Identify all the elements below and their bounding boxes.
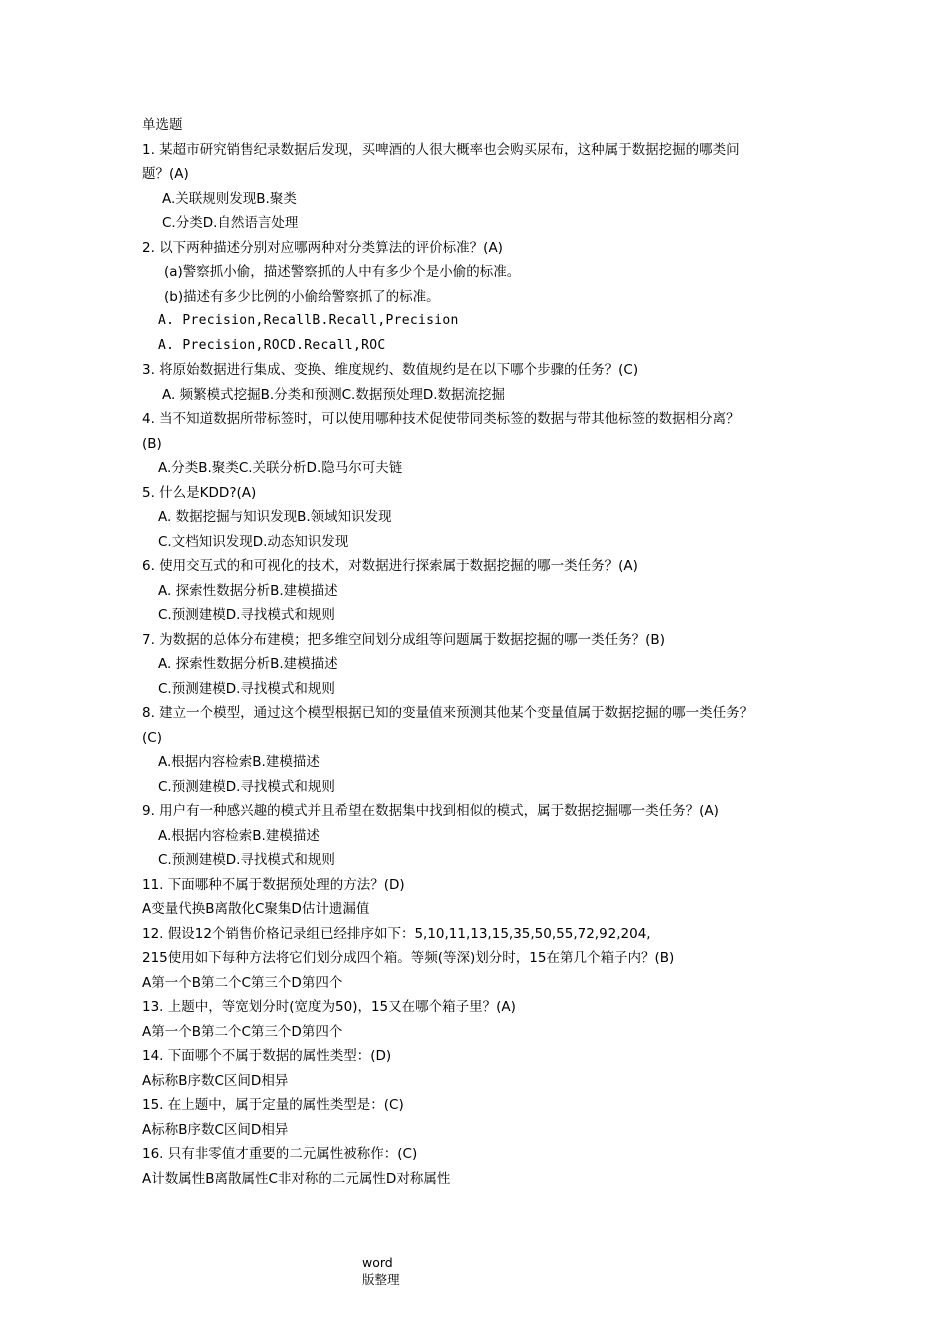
text-line: 题？(A) <box>142 166 189 182</box>
text-line: 11. 下面哪种不属于数据预处理的方法？(D) <box>142 876 405 893</box>
text-line: 单选题 <box>142 117 183 133</box>
text-line: A第一个B第二个C第三个D第四个 <box>142 974 343 991</box>
text-line: A计数属性B离散属性C非对称的二元属性D对称属性 <box>142 1170 451 1187</box>
text-line: 14. 下面哪个不属于数据的属性类型：(D) <box>142 1048 392 1064</box>
text-line: C.预测建模D.寻找模式和规则 <box>158 607 335 623</box>
text-line: 7. 为数据的总体分布建模；把多维空间划分成组等问题属于数据挖掘的哪一类任务？(B) <box>142 631 665 648</box>
text-line: A. Precision,RecallB.Recall,Precision <box>158 313 459 328</box>
footer-line-2: 版整理 <box>362 1272 400 1287</box>
text-line: A. Precision,ROCD.Recall,ROC <box>158 337 386 353</box>
text-line: C.预测建模D.寻找模式和规则 <box>158 680 335 697</box>
text-line: 2. 以下两种描述分别对应哪两种对分类算法的评价标准？(A) <box>142 239 503 256</box>
text-line: 12. 假设12个销售价格记录组已经排序如下：5,10,11,13,15,35,50,55,72,92,204, <box>142 925 651 942</box>
text-line: (C) <box>142 729 162 746</box>
text-line: A标称B序数C区间D相异 <box>142 1121 289 1138</box>
text-line: A. 探索性数据分析B.建模描述 <box>158 656 338 672</box>
text-line: C.预测建模D.寻找模式和规则 <box>158 778 335 795</box>
text-line: 13. 上题中，等宽划分时(宽度为50)，15又在哪个箱子里？(A) <box>142 999 516 1015</box>
text-line: C.预测建模D.寻找模式和规则 <box>158 852 335 868</box>
text-line: A标称B序数C区间D相异 <box>142 1072 289 1089</box>
page-footer <box>362 1254 400 1288</box>
text-line: 9. 用户有一种感兴趣的模式并且希望在数据集中找到相似的模式，属于数据挖掘哪一类任务？(A) <box>142 803 719 819</box>
text-line: 8. 建立一个模型，通过这个模型根据已知的变量值来预测其他某个变量值属于数据挖掘的哪一类任务？ <box>142 705 754 721</box>
text-line: A.关联规则发现B.聚类 <box>162 190 297 207</box>
text-line: A变量代换B离散化C聚集D估计遗漏值 <box>142 901 370 917</box>
text-line: (b)描述有多少比例的小偷给警察抓了的标准。 <box>164 288 440 305</box>
text-line: A. 探索性数据分析B.建模描述 <box>158 582 338 599</box>
text-line: 215使用如下每种方法将它们划分成四个箱。等频(等深)划分时，15在第几个箱子内？(B) <box>142 950 675 966</box>
text-line: 5. 什么是KDD?(A) <box>142 484 257 501</box>
text-line: A. 数据挖掘与知识发现B.领域知识发现 <box>158 509 392 525</box>
text-line: (a)警察抓小偷，描述警察抓的人中有多少个是小偷的标准。 <box>164 264 521 280</box>
text-line: A第一个B第二个C第三个D第四个 <box>142 1023 343 1040</box>
footer-line-1: word <box>362 1255 393 1270</box>
text-line: A.分类B.聚类C.关联分析D.隐马尔可夫链 <box>158 460 403 476</box>
text-line: A.根据内容检索B.建模描述 <box>158 754 320 770</box>
text-line: 4. 当不知道数据所带标签时，可以使用哪种技术促使带同类标签的数据与带其他标签的数据相分离？ <box>142 411 740 427</box>
text-line: 16. 只有非零值才重要的二元属性被称作：(C) <box>142 1146 418 1162</box>
text-line: 1. 某超市研究销售纪录数据后发现，买啤酒的人很大概率也会购买尿布，这种属于数据挖掘的哪类问 <box>142 141 740 158</box>
document-body <box>142 113 832 1191</box>
text-line: A. 频繁模式挖掘B.分类和预测C.数据预处理D.数据流挖掘 <box>162 386 506 403</box>
text-line: 15. 在上题中，属于定量的属性类型是：(C) <box>142 1097 404 1113</box>
text-line: 6. 使用交互式的和可视化的技术，对数据进行探索属于数据挖掘的哪一类任务？(A) <box>142 558 638 574</box>
text-line: A.根据内容检索B.建模描述 <box>158 827 320 844</box>
text-line: C.文档知识发现D.动态知识发现 <box>158 533 349 550</box>
text-line: (B) <box>142 435 162 452</box>
text-line: 3. 将原始数据进行集成、变换、维度规约、数值规约是在以下哪个步骤的任务？(C) <box>142 362 639 378</box>
text-line: C.分类D.自然语言处理 <box>162 215 299 231</box>
